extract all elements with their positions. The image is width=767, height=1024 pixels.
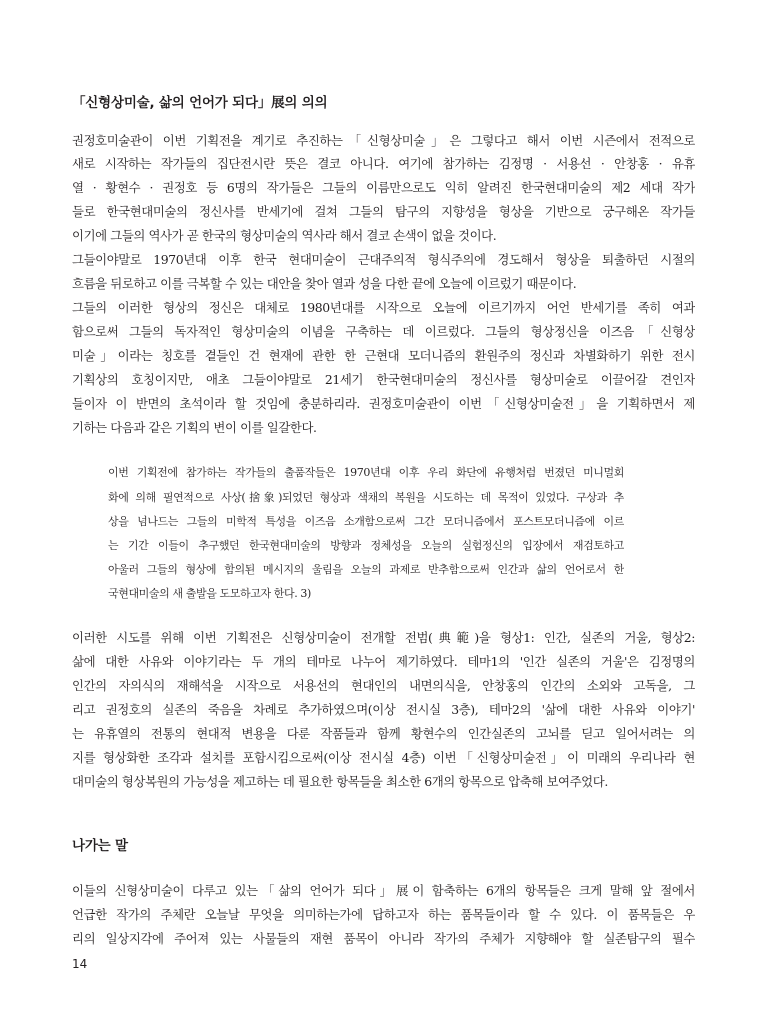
- paragraph-line: 지를 형상화한 조각과 설치를 포함시킴으로써(이상 전시실 4층) 이번「신형상미술전」이 미래의 우리나라 현: [72, 750, 695, 765]
- paragraph-line: 그들의 이러한 형상의 정신은 대체로 1980년대를 시작으로 오늘에 이르기까지 어언 반세기를 족히 여과: [72, 300, 695, 315]
- page-number: 14: [72, 957, 88, 971]
- quote-line: 는 기간 이들이 추구했던 한국현대미술의 방향과 정체성을 오늘의 실험정신의 입장에서 재검토하고: [108, 539, 624, 552]
- paragraph-line: 기하는 다음과 같은 기획의 변이 이를 일갈한다.: [72, 420, 317, 435]
- section-heading-significance: 「신형상미술, 삶의 언어가 되다」展의 의의: [72, 95, 328, 111]
- paragraph-line: 열 · 황현수 · 권정호 등 6명의 작가들은 그들의 이름만으로도 익히 알려진 한국현대미술의 제2 세대 작가: [72, 180, 695, 195]
- quote-line: 상을 넘나드는 그들의 미학적 특성을 이즈음 소개함으로써 그간 모더니즘에서 포스트모더니즘에 이르: [108, 515, 624, 528]
- paragraph-line: 이기에 그들의 역사가 곧 한국의 형상미술의 역사라 해서 결코 손색이 없을 것이다.: [72, 228, 497, 243]
- paragraph-line: 새로 시작하는 작가들의 집단전시란 뜻은 결코 아니다. 여기에 참가하는 김정명 · 서용선 · 안창홍 · 유휴: [72, 156, 695, 171]
- paragraph-line: 언급한 작가의 주체란 오늘날 무엇을 의미하는가에 답하고자 하는 품목들이라 할 수 있다. 이 품목들은 우: [72, 907, 695, 922]
- paragraph-line: 흐름을 뒤로하고 이를 극복할 수 있는 대안을 찾아 열과 성을 다한 끝에 오늘에 이르렀기 때문이다.: [72, 276, 577, 291]
- quote-line: 아울러 그들의 형상에 함의된 메시지의 울림을 오늘의 과제로 반추함으로써 인간과 삶의 언어로서 한: [108, 563, 624, 576]
- paragraph-line: 기획상의 호칭이지만, 애초 그들이야말로 21세기 한국현대미술의 정신사를 형상미술로 이끌어갈 견인자: [72, 372, 695, 387]
- paragraph-line: 인간의 자의식의 재해석을 시작으로 서용선의 현대인의 내면의식을, 안창홍의 인간의 소외와 고독을, 그: [72, 678, 695, 693]
- paragraph-line: 함으로써 그들의 독자적인 형상미술의 이념을 구축하는 데 이르렀다. 그들의 형상정신을 이즈음「신형상: [72, 324, 695, 339]
- paragraph-line: 그들이야말로 1970년대 이후 한국 현대미술이 근대주의적 형식주의에 경도해서 형상을 퇴출하던 시절의: [72, 252, 695, 267]
- paragraph-line: 들로 한국현대미술의 정신사를 반세기에 걸쳐 그들의 탐구의 지향성을 형상을 기반으로 궁구해온 작가들: [72, 204, 695, 219]
- paragraph-line: 권정호미술관이 이번 기획전을 계기로 추진하는「신형상미술」은 그렇다고 해서 이번 시즌에서 전적으로: [72, 133, 695, 148]
- section-heading-conclusion: 나가는 말: [72, 838, 128, 854]
- quote-line: 국현대미술의 새 출발을 도모하고자 한다. 3): [108, 587, 311, 600]
- quote-line: 이번 기획전에 참가하는 작가들의 출품작들은 1970년대 이후 우리 화단에 유행처럼 번졌던 미니멀회: [108, 466, 624, 479]
- paragraph-line: 이러한 시도를 위해 이번 기획전은 신형상미술이 전개할 전범(典範)을 형상1: 인간, 실존의 거울, 형상2:: [72, 630, 695, 645]
- paragraph-line: 삶에 대한 사유와 이야기라는 두 개의 테마로 나누어 제기하였다. 테마1의 '인간 실존의 거울'은 김정명의: [72, 654, 695, 669]
- paragraph-line: 리의 일상지각에 주어져 있는 사물들의 재현 품목이 아니라 작가의 주체가 지향해야 할 실존탐구의 필수: [72, 931, 695, 946]
- paragraph-line: 리고 권정호의 실존의 죽음을 차례로 추가하였으며(이상 전시실 3층), 테마2의 '삶에 대한 사유와 이야기': [72, 702, 695, 717]
- paragraph-line: 미술」이라는 칭호를 곁들인 건 현재에 관한 한 근현대 모더니즘의 환원주의 정신과 차별화하기 위한 전시: [72, 348, 695, 363]
- paragraph-line: 대미술의 형상복원의 가능성을 제고하는 데 필요한 항목들을 최소한 6개의 항목으로 압축해 보여주었다.: [72, 774, 608, 789]
- paragraph-line: 는 유휴열의 전통의 현대적 변용을 다룬 작품들과 함께 황현수의 인간실존의 고뇌를 딛고 일어서려는 의: [72, 726, 695, 741]
- paragraph-line: 이들의 신형상미술이 다루고 있는「삶의 언어가 되다」展이 함축하는 6개의 항목들은 크게 말해 앞 절에서: [72, 883, 695, 898]
- paragraph-line: 들이자 이 반면의 초석이라 할 것임에 충분하리라. 권정호미술관이 이번「신형상미술전」을 기획하면서 제: [72, 396, 695, 411]
- quote-line: 화에 의해 필연적으로 사상(捨象)되었던 형상과 색채의 복원을 시도하는 데 목적이 있었다. 구상과 추: [108, 491, 624, 504]
